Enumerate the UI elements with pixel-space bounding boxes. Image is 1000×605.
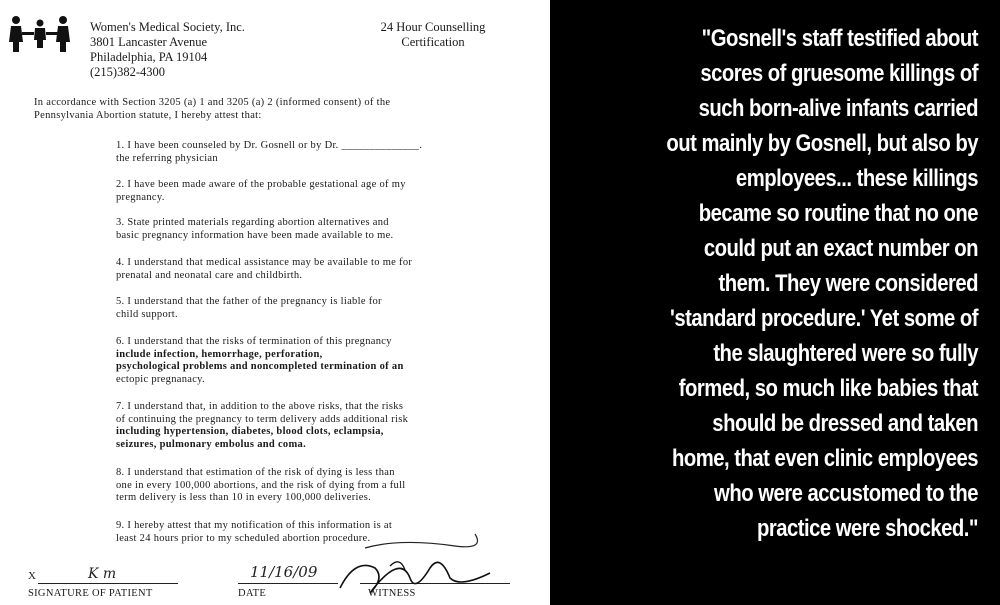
- consent-item-6: [116, 336, 536, 386]
- org-address-line1: 3801 Lancaster Avenue: [90, 35, 208, 49]
- patient-signature: K m: [88, 566, 117, 582]
- intro-line1: In accordance with Section 3205 (a) 1 and 3205 (a) 2 (informed consent) of the: [34, 97, 391, 108]
- item-text: basic pregnancy information have been made available to me.: [116, 229, 394, 241]
- item-text: prenatal and neonatal care and childbirth.: [116, 269, 303, 281]
- quote-line: could put an exact number on: [703, 236, 978, 262]
- item-text: 6. I understand that the risks of termination of this pregnancy: [116, 336, 392, 347]
- item-text: include infection, hemorrhage, perforation,: [116, 348, 323, 360]
- org-name: Women's Medical Society, Inc.: [90, 20, 245, 34]
- quote-line: became so routine that no one: [698, 201, 978, 227]
- item-text: seizures, pulmonary embolus and coma.: [116, 438, 306, 450]
- item-text: term delivery is less than 10 in every 100,000 deliveries.: [116, 492, 372, 503]
- item-text: 8. I understand that estimation of the risk of dying is less than: [116, 467, 395, 478]
- item-text: least 24 hours prior to my scheduled abortion procedure.: [116, 532, 371, 544]
- certification-line1: 24 Hour Counselling: [380, 20, 486, 34]
- quote-line: "Gosnell's staff testified about: [701, 26, 978, 52]
- certification-line2: Certification: [401, 35, 465, 49]
- item-text: 2. I have been made aware of the probable gestational age of my: [116, 179, 406, 190]
- item-text: ectopic pregnanacy.: [116, 373, 205, 385]
- quote-panel: [550, 0, 1000, 605]
- org-address-line2: Philadelphia, PA 19104: [90, 50, 208, 64]
- quote-line: practice were shocked.": [756, 516, 978, 542]
- patient-signature-label: SIGNATURE OF PATIENT: [28, 588, 153, 599]
- date-line: [238, 583, 338, 584]
- item-text: the referring physician: [116, 152, 218, 164]
- quote-line: scores of gruesome killings of: [700, 61, 978, 87]
- org-phone: (215)382-4300: [90, 65, 165, 79]
- item-text: 3. State printed materials regarding abortion alternatives and: [116, 217, 389, 228]
- item-text: child support.: [116, 308, 178, 320]
- org-address-block: [90, 20, 245, 80]
- consent-item-3: [116, 217, 536, 242]
- item-text: 5. I understand that the father of the pregnancy is liable for: [116, 296, 382, 307]
- item-text: including hypertension, diabetes, blood clots, eclampsia,: [116, 426, 384, 437]
- x-mark: X: [28, 570, 37, 582]
- item-text: 1. I have been counseled by Dr. Gosnell or by Dr. ______________.: [116, 140, 423, 151]
- quote-line: who were accustomed to the: [714, 481, 978, 507]
- clinic-logo: [8, 14, 72, 54]
- item-text: 4. I understand that medical assistance may be available to me for: [116, 257, 413, 268]
- consent-item-1: [116, 140, 536, 165]
- consent-item-5: [116, 296, 536, 321]
- item-text: of continuing the pregnancy to term delivery adds additional risk: [116, 413, 409, 425]
- quote-line: 'standard procedure.' Yet some of: [670, 306, 978, 332]
- quote-line: formed, so much like babies that: [678, 376, 978, 402]
- item-text: pregnancy.: [116, 191, 165, 203]
- certification-title: [366, 20, 500, 50]
- item-text: 9. I hereby attest that my notification of this information is at: [116, 520, 393, 531]
- witness-label: WITNESS: [368, 588, 416, 599]
- date-handwritten: 11/16/09: [250, 563, 318, 581]
- quote-text: [557, 22, 978, 547]
- quote-line: home, that even clinic employees: [672, 446, 978, 472]
- intro-paragraph: [34, 97, 524, 122]
- item-text: 7. I understand that, in addition to the above risks, that the risks: [116, 401, 404, 412]
- quote-line: the slaughtered were so fully: [713, 341, 978, 367]
- quote-line: them. They were considered: [718, 271, 978, 297]
- consent-item-2: [116, 179, 536, 204]
- intro-line2: Pennsylvania Abortion statute, I hereby attest that:: [34, 109, 262, 121]
- quote-line: such born-alive infants carried: [698, 96, 978, 122]
- consent-item-8: [116, 467, 536, 505]
- consent-item-4: [116, 257, 536, 282]
- quote-line: employees... these killings: [735, 166, 978, 192]
- date-label: DATE: [238, 588, 267, 599]
- item-text: one in every 100,000 abortions, and the risk of dying from a full: [116, 479, 406, 491]
- quote-line: out mainly by Gosnell, but also by: [666, 131, 978, 157]
- quote-line: should be dressed and taken: [712, 411, 978, 437]
- patient-signature-line: [38, 583, 178, 584]
- item-text: psychological problems and noncompleted termination of an: [116, 361, 404, 372]
- consent-item-7: [116, 401, 536, 451]
